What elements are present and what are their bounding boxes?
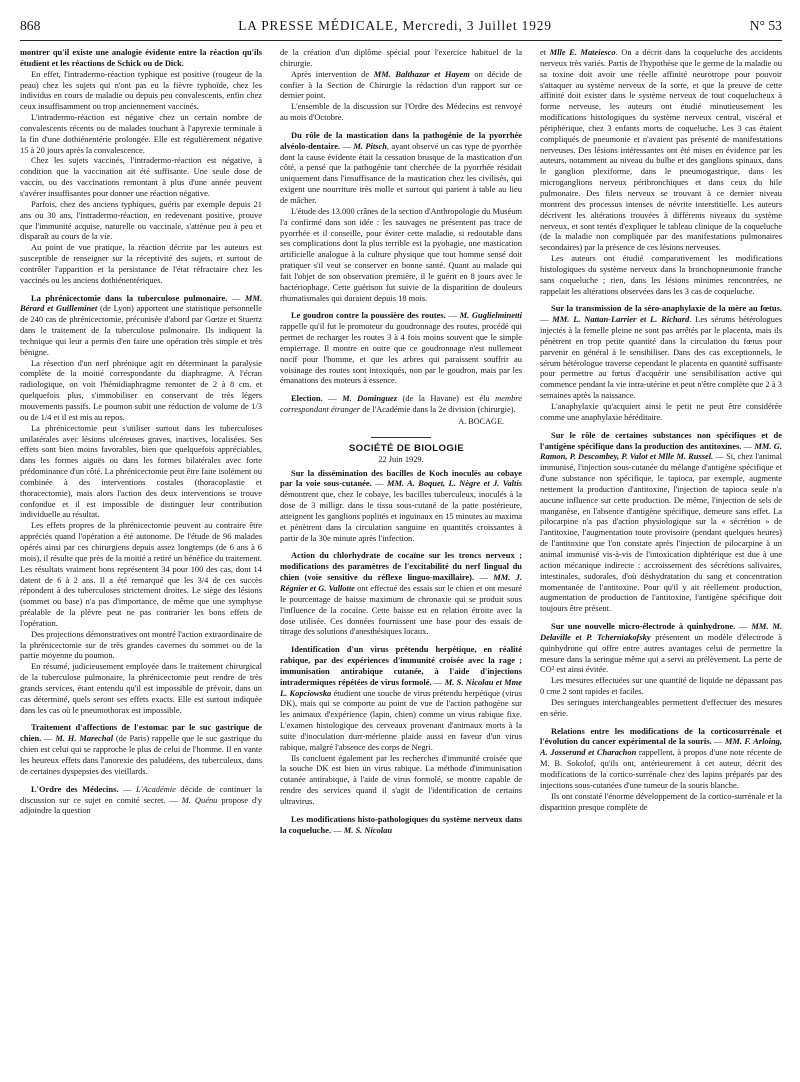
section-corticosurrenale: Relations entre les modifications de la corticosurrénale et l'évolution du cancer expérimental de la souris. — MM. F. Arloing, A. Josserand et Charachon rappellent, à propos d'une note récente de M. B. Sokolof, qu'ils ont, antérieurement à cet auteur, décrit des modifications de la cortico-surrénale chez des lapins préparés par des injections sous-cutanées d'une tumeur de la souris blanche.	[540, 725, 782, 790]
text: de l'Académie dans la 2e division (chirurgie).	[360, 404, 516, 415]
section-authors: M. Dominguez	[342, 393, 398, 404]
section-title: Sur la transmission de la séro-anaphylaxie de la mère au fœtus.	[551, 303, 782, 314]
journal-title: LA PRESSE MÉDICALE, Mercredi, 3 Juillet 1929	[238, 18, 552, 33]
section-authors: MM. L. Nattan-Larrier et L. Richard	[552, 314, 690, 325]
paragraph: En effet, l'intradermo-réaction typhique est positive (rougeur de la peau) chez les sujets qui n'ont pas eu la fièvre typhoïde, chez les individus en cours de maladie ou depuis peu convalescents, enfin chez ceux insuffisamment ou trop anciennement vaccinés.	[20, 68, 262, 112]
section-goudron: Le goudron contre la poussière des routes. — M. Guglielminetti rappelle qu'il fut le promoteur du goudronnage des routes, procédé qui permet de recharger les routes 3 à 4 fois moins souvent que le simple empierrage. Il montre en outre que ce goudronnage n'est nullement nocif pour l'homme, et que les arbres qui paraissent souffrir au voisinage des routes sont intoxiqués, non par le goudron, mais par les émanations des moteurs à essence.	[280, 310, 522, 386]
paragraph: La phrénicectomie peut s'utiliser surtout dans les tuberculoses unilatérales avec lésions ulcéreuses graves, inactives, localisées. Ses effets sont bien moins favorables, bien que quelquefois appréciables, dans les formes aiguës ou dans les formes bilatérales avec forte prédominance d'un côté. La phrénicectomie peut être faite isolément ou combinée à des interventions costales (thoracoplastie et thoracectomie), mais alors l'action des deux interventions se trouve confondue et il est impossible de distinguer leur contribution individuelle au résultat.	[20, 422, 262, 520]
section-title: Relations entre les modifications de la corticosurrénale et l'évolution du cancer expérimental de la souris.	[540, 725, 782, 747]
section-suc-gastrique: Traitement d'affections de l'estomac par le suc gastrique de chien. — M. H. Marechal (de Paris) rappelle que le suc gastrique du chien est celui qui se rapproche le plus de celui de l'homme. Il en vante les heureux effets dans l'anorexie des paludéens, des tuberculeux, dans de certaines dyspepsies des vieillards.	[20, 722, 262, 776]
section-authors: Mlle E. Mateiesco	[549, 47, 616, 57]
paragraph: Ils ont constaté l'énorme développement de la cortico-surrénale et la disparition presque complète de	[540, 790, 782, 812]
paragraph	[540, 47, 782, 253]
section-title: Traitement d'affections de l'estomac par le suc gastrique de chien.	[20, 722, 262, 744]
section-authors: MM. Bérard et Guilleminet	[20, 292, 262, 314]
paragraph: Chez les sujets vaccinés, l'intradermo-réaction est négative, à condition que la vaccination ait été suffisante. Une seule dose de vaccin, ou des vaccinations remontant à plus d'une année peuvent s'avérer insuffisantes pour donner une réaction négative.	[20, 155, 262, 198]
section-coqueluche: Les modifications histo-pathologiques du système nerveux dans la coqueluche. — M. S. Nicolau	[280, 813, 522, 835]
section-virus-herpetique: Identification d'un virus prétendu herpétique, en réalité rabique, par des expériences d'immunité croisée avec la rage ; immunisation antirabique cutanée, à l'aide d'injections intradermiques répétées de virus formolé. — M. S. Nicolau et Mme L. Kopciowska étudient une souche de virus prétendu herpétique (virus DK), mais qui se comporte au point de vue de l'action pathogène sur les animaux d'expérience (lapin, chien) comme un virus rabique fixe. L'examen histologique des cerveaux provenant d'animaux morts à la suite d'inoculation durr-mérienne plaide aussi en faveur d'un virus rabique, malgré l'absence des corps de Negri.	[280, 644, 522, 752]
text: membre correspondant étranger	[280, 393, 522, 415]
dash: —	[118, 783, 137, 794]
section-text: étudient une souche de virus prétendu herpétique (virus DK), mais qui se comporte au point de vue de l'action pathogène sur les animaux d'expérience (lapin, chien) comme un virus rabique fixe. L'examen histologique des cerveaux provenant d'animaux morts à la suite d'inoculation durr-mérienne plaide aussi en faveur d'un virus rabique, malgré l'absence des corps de Negri.	[280, 687, 522, 752]
section-authors: M. Pitsch	[353, 140, 387, 151]
page-header	[20, 18, 782, 38]
section-text: propose d'y adjoindre la question	[20, 794, 262, 816]
section-title: L'Ordre des Médecins.	[31, 783, 119, 794]
section-election: Election. — M. Dominguez (de la Havane) est élu membre correspondant étranger de l'Académie dans la 2e division (chirurgie).	[280, 393, 522, 415]
section-text: (de Lyon) apportent une statistique personnelle de 240 cas de phrénicectomie, préconisée d'abord par Gœtze et Stuertz dans le traitement de la tuberculose pulmonaire. Ils indiquent la technique qui leur a permis d'en faire une opération très simple et très bénigne.	[20, 303, 262, 357]
section-title: Sur une nouvelle micro-électrode à quinhydrone.	[551, 621, 736, 632]
section-antitoxines: Sur le rôle de certaines substances non spécifiques et de l'antigène spécifique dans la production des antitoxines. — MM. G. Ramon, P. Descombey, P. Valot et Mlle M. Russel. — Si, chez l'animal immunisé, l'injection sous-cutanée du mélange d'antigène spécifique et d'une substance non spécifique, le tapioca, par exemple, augmente nettement la production d'antitoxine, l'injection de tapioca seule n'a aucune influence sur cette production. De même, l'injection de sels de manganèse, en l'absence d'antigène spécifique, demeure sans effet. La pilocarpine n'a pas d'action physiologique sur la « sécrétion » de l'antitoxine, l'augmentation toute provisoire (pendant quelques heures) de l'antitoxine que l'on constate après l'injection de pilocarpine à un animal immunisé vis-à-vis de l'intoxication diphtérique est due à une action mécanique indirecte : accroissement des sécrétions salivaires, intestinales, sudorales, d'où déshydratation du sang et concentration momentanée de l'antitoxine. Pour qu'il y ait réellement production, augmentation de production de l'antitoxine, l'antigène spécifique doit toujours être présent.	[540, 429, 782, 614]
society-title: SOCIÉTÉ DE BIOLOGIE	[348, 442, 465, 454]
paragraph: de la création d'un diplôme spécial pour l'exercice habituel de la chirurgie.	[280, 47, 522, 68]
text: Après intervention de	[291, 68, 374, 79]
paragraph: Les effets propres de la phrénicectomie peuvent au contraire être appréciés quand l'opération a été autonome. De l'étude de 96 malades opérés ainsi par ces chirurgiens depuis assez longtemps (de 6 ans à 6 mois), il résulte que près de la moitié a retiré un bénéfice du traitement. Les résultats vraiment bons représentent 34 pour 100 des cas, dont 14 datent de 6 à 2 ans. Il a été remarqué que les 3/4 de ces succès répondent à des tuberculoses strictement droites. Le siège des lésions (sommet ou base) n'a pas d'importance, de même que une symphyse préalable de la plèvre peut ne pas contrarier les bons effets de l'opération.	[20, 520, 262, 628]
section-text: , ayant observé un cas type de pyorrhée dont la cause évidente était la cessation brusque de la mastication d'un côté, a pensé que la pathogénie tant cherchée de la pyorrhée résidait uniquement dans l'insuffisance de la mastication chez les civilisés, qui exigent une nourriture très molle et surtout qui parient à table au lieu de mâcher.	[280, 140, 522, 205]
section-authors: M. S. Nicolau et Mme L. Kopciowska	[280, 676, 522, 698]
section-text: (de Paris) rappelle que le suc gastrique du chien est celui qui se rapproche le plus de celui de l'homme. Il en vante les heureux effets dans l'anorexie des paludéens, des tuberculeux, dans de certaines dyspepsies des vieillards.	[20, 733, 262, 776]
section-title: Les modifications histo-pathologiques du système nerveux dans la coqueluche.	[280, 813, 522, 835]
column-2	[280, 47, 522, 1075]
paragraph: La résection d'un nerf phrénique agit en déterminant la paralysie complète de la moitié correspondante du diaphragme. A l'écran radiologique, on voit l'hémidiaphragme remonter de 2 à 8 cm. et quelquefois plus, s'immobiliser en conservant de très légers mouvements passifs. Le poumon subit une réduction de volume de 1/3 ou de 1/4 et il est mis au repos.	[20, 357, 262, 422]
section-phrenicectomie: La phrénicectomie dans la tuberculose pulmonaire. — MM. Bérard et Guilleminet (de Lyon) apportent une statistique personnelle de 240 cas de phrénicectomie, préconisée d'abord par Gœtze et Stuertz dans le traitement de la tuberculose pulmonaire. Ils indiquent la technique qui leur a permis d'en faire une opération très simple et très bénigne.	[20, 292, 262, 357]
section-title: Election.	[291, 393, 323, 404]
page-number: 868	[20, 18, 41, 33]
section-title: Du rôle de la mastication dans la pathogénie de la pyorrhée alvéolo-dentaire.	[280, 129, 522, 151]
section-ordre-medecins	[20, 784, 262, 817]
paragraph: Les auteurs ont étudié comparativement les modifications histologiques du système nerveux dans la bronchopneumonie franche sans coqueluche ; rien, dans les lésions minimes rencontrées, ne rappelait les altérations observées dans les 3 cas de coqueluche.	[540, 253, 782, 296]
section-text: décide de continuer la discussion sur ce sujet en comité secret. —	[20, 783, 262, 805]
section-authors: MM. Balthazar et Hayem	[373, 68, 470, 79]
section-koch: Sur la dissémination des bacilles de Koch inoculés au cobaye par la voie sous-cutanée. — MM. A. Boquet, L. Nègre et J. Valtis démontrent que, chez le cobaye, les bacilles tuberculeux, inoculés à la dose de 3 milligr. dans le tissu sous-cutané de la patte postérieure, atteignent les ganglions poplités et inguinaux en 15 minutes au maxima et pénètrent dans la circulation sanguine en quantités croissantes à partir de la 30e minute après l'infection.	[280, 467, 522, 543]
paragraph: L'anaphylaxie qu'acquiert ainsi le petit ne peut être considérée comme une anaphylaxie héréditaire.	[540, 401, 782, 422]
header-rule	[20, 40, 782, 41]
text: (de la Havane) est élu	[397, 393, 496, 404]
section-authors: MM. J. Régnier et G. Vallotte	[280, 572, 522, 593]
column-3	[540, 47, 782, 1075]
section-mastication: Du rôle de la mastication dans la pathogénie de la pyorrhée alvéolo-dentaire. — M. Pitsch, ayant observé un cas type de pyorrhée dont la cause évidente était la cessation brusque de la mastication d'un côté, a pensé que la pathogénie tant cherchée de la pyorrhée résidait uniquement dans l'insuffisance de la mastication chez les civilisés, qui exigent une nourriture très molle et surtout qui parient à table au lieu de mâcher.	[280, 129, 522, 205]
section-title: La phrénicectomie dans la tuberculose pulmonaire.	[31, 292, 228, 303]
signature: A. BOCAGE.	[458, 417, 504, 426]
section-seroanaphylaxie: Sur la transmission de la séro-anaphylaxie de la mère au fœtus. — MM. L. Nattan-Larrier et L. Richard. Les sérums hétérologues injectés à la femelle pleine ne sont pas arrêtés par le placenta, mais ils pénètrent en trop petite quantité dans la circulation du fœtus pour parvenir en général à le sensibiliser. Dans des cas exceptionnels, le sérum hétérologue traverse cependant le placenta en quantité suffisante pour permettre au fœtus d'acquérir une sensibilisation active qui commence pendant la vie intra-utérine et peut n'être complète que 2 à 3 semaines après la naissance.	[540, 303, 782, 401]
paragraph: Parfois, chez des anciens typhiques, guéris par exemple depuis 21 ans ou 30 ans, l'intradermo-réaction, en redevenant positive, prouve que l'immunité acquise, naturelle ou vaccinale, s'atténue peu à peu et disparaît au cours de la vie.	[20, 198, 262, 242]
paragraph: L'ensemble de la discussion sur l'Ordre des Médecins est renvoyé au mois d'Octobre.	[280, 101, 522, 123]
section-authors: M. S. Nicolau	[343, 824, 393, 835]
issue-number: N° 53	[749, 18, 782, 33]
paragraph: L'étude des 13.000 crânes de la section d'Anthropologie du Muséum l'a confirmé dans son idée : les sauvages ne présentent pas trace de pyorrhée et il conseille, pour éviter cette maladie, si redoutable dans ses complications dont la plus terrible est la pyohagie, une mastication artificielle analogue à la culture physique que tout homme sensé doit pratiquer s'il veut se conserver en bonne santé. Quant au malade qui fait l'objet de son observation première, il le guérit en 8 jours avec le bactériophage. Cette guérison fut suivie de la disparition de douleurs rhumatismales qui duraient depuis 18 mois.	[280, 205, 522, 303]
text: on décide de confier à la Section de Chirurgie la rédaction d'un rapport sur ce dernier point.	[280, 68, 522, 101]
section-title: Identification d'un virus prétendu herpétique, en réalité rabique, par des expériences d'immunité croisée avec la rage ; immunisation antirabique cutanée, à l'aide d'injections intradermiques répétées de virus formolé.	[280, 644, 522, 687]
paragraph: Des projections démonstratives ont montré l'action extraordinaire de la phrénicectomie sur de très grandes cavernes du sommet ou de la partie moyenne du poumon.	[20, 628, 262, 661]
text: . On a décrit dans la coqueluche des accidents nerveux très variés. Partis de l'hypothèse que le germe de la maladie ou sa toxine doit avoir une réelle affinité neurotrope pour pouvoir s'attaquer au système nerveux de la sorte, et que la preuve de cette affinité doit exister dans le système nerveux de tout coquelucheux à forme nerveuse, les auteurs ont étudié minutieusement les modifications histologiques du système nerveux central, viscéral et périphérique, chez 3 enfants morts de coqueluche. Les 3 cas étaient compliqués de pneumonie et n'avaient pas présenté de manifestations nerveuses. Des lésions intéressantes ont été mises en évidence par les auteurs, notamment au niveau du bulbe et des ganglions spinaux, dans le ganglion plexiforme, dans le pneumogastrique, dans les microganglions nerveux péribronchiques et dans ceux du hile pulmonaire. Des filets nerveux se trouvant à ce dernier niveau montrent des processus intenses de névrite interstitielle. Les auteurs décrivent les altérations trouvées à différents niveaux du système nerveux, et sont tentés d'expliquer le tableau clinique de la coqueluche (de la maladie non compliquée par des manifestations pulmonaires secondaires) par la présence de ces lésions nerveuses.	[540, 47, 782, 253]
section-text: — Si, chez l'animal immunisé, l'injection sous-cutanée du mélange d'antigène spécifique et d'une substance non spécifique, le tapioca, par exemple, augmente nettement la production d'antitoxine, l'injection de tapioca seule n'a aucune influence sur cette production. De même, l'injection de sels de manganèse, en l'absence d'antigène spécifique, demeure sans effet. La pilocarpine n'a pas d'action physiologique sur la « sécrétion » de l'antitoxine, l'augmentation toute provisoire (pendant quelques heures) de l'antitoxine que l'on constate après l'injection de pilocarpine à un animal immunisé vis-à-vis de l'intoxication diphtérique est due à une action mécanique indirecte : accroissement des sécrétions salivaires, intestinales, sudorales, d'où déshydratation du sang et concentration momentanée de l'antitoxine. Pour qu'il y ait réellement production, augmentation de production de l'antitoxine, l'antigène spécifique doit toujours être présent.	[540, 451, 782, 614]
section-text: rappelle qu'il fut le promoteur du goudronnage des routes, procédé qui permet de recharger les routes 3 à 4 fois moins souvent que le simple empierrage. Il montre en outre que ce goudronnage n'est nullement nocif pour l'homme, et que les arbres qui paraissent souffrir au voisinage des routes sont intoxiqués, non par le goudron, mais par les émanations des moteurs à essence.	[280, 321, 522, 386]
paragraph	[280, 69, 522, 102]
section-divider	[371, 437, 431, 438]
section-text: ont effectué des essais sur le chien et ont mesuré le pourcentage de baisse maximum de chronaxie qui se produit sous l'influence de la cocaïne. Cette baisse est en relation étroite avec la dose utilisée. Ces données fournissent une base pour des essais de titrage des solutions d'anesthésiques locaux.	[280, 582, 522, 637]
section-text: . Les sérums hétérologues injectés à la femelle pleine ne sont pas arrêtés par le placenta, mais ils pénètrent en trop petite quantité dans la circulation du fœtus pour parvenir en général à le sensibiliser. Dans des cas exceptionnels, le sérum hétérologue traverse cependant le placenta en quantité suffisante pour permettre au fœtus d'acquérir une sensibilisation active qui commence pendant la vie intra-utérine et peut n'être complète que 2 à 3 semaines après la naissance.	[540, 314, 782, 401]
section-authors: MM. A. Boquet, L. Nègre et J. Valtis	[386, 478, 522, 489]
paragraph: Ils concluent également par les recherches d'immunité croisée que la souche DK est bien un virus rabique. La méthode d'immunisation cutanée antirabique, à l'aide de virus formolé, se montre capable de rendre des services quand il s'agit de l'identification de certains ultravirus.	[280, 752, 522, 806]
section-authors: MM. G. Ramon, P. Descombey, P. Valot et Mlle M. Russel.	[540, 440, 782, 462]
paragraph: montrer qu'il existe une analogie évidente entre la réaction qu'ils étudient et les réactions de Schick ou de Dick.	[20, 47, 262, 68]
paragraph: Des seringues interchangeables permettent d'effectuer des mesures en série.	[540, 696, 782, 718]
section-title: Sur le rôle de certaines substances non spécifiques et de l'antigène spécifique dans la production des antitoxines.	[540, 429, 782, 451]
section-authors: L'Académie	[136, 783, 176, 794]
section-text: rappellent, à propos d'une note récente de M. B. Sokolof, qu'ils ont, antérieurement à cet auteur, décrit des modifications de la cortico-surrénale chez des lapins préparés par des injections sous-cutanées d'une tumeur de la souris blanche.	[540, 747, 782, 790]
section-authors: M. Quénu	[181, 794, 218, 805]
section-title: Action du chlorhydrate de cocaïne sur les troncs nerveux ; modifications des paramètres de l'excitabilité du nerf lingual du chien (voie sensitive du réflexe linguo-maxillaire).	[280, 550, 522, 583]
section-micro-electrode: Sur une nouvelle micro-électrode à quinhydrone. — MM. M. Delaville et P. Tcherniakofsky présentent un modèle d'électrode à quinhydrone qui offre entre autres avantages celui de permettre la mesure dans la seringue même qui a servi au prélèvement. La perte de CO² est ainsi évitée.	[540, 621, 782, 675]
column-1	[20, 47, 262, 1075]
paragraph: Les mesures effectuées sur une quantité de liquide ne dépassant pas 0 cme 2 sont rapides et faciles.	[540, 675, 782, 697]
section-authors: M. H. Marechal	[55, 733, 114, 744]
society-date: 22 Juin 1929.	[378, 454, 424, 464]
section-text: démontrent que, chez le cobaye, les bacilles tuberculeux, inoculés à la dose de 3 milligr. dans le tissu sous-cutané de la patte postérieure, atteignent les ganglions poplités et inguinaux en 15 minutes au maxima et pénètrent dans la circulation sanguine en quantités croissantes à partir de la 30e minute après l'infection.	[280, 489, 522, 543]
section-authors: MM. M. Delaville et P. Tcherniakofsky	[540, 621, 782, 642]
section-authors: M. Guglielminetti	[459, 310, 522, 321]
section-cocaine: Action du chlorhydrate de cocaïne sur les troncs nerveux ; modifications des paramètres de l'excitabilité du nerf lingual du chien (voie sensitive du réflexe linguo-maxillaire). — MM. J. Régnier et G. Vallotte ont effectué des essais sur le chien et ont mesuré le pourcentage de baisse maximum de chronaxie qui se produit sous l'influence de la cocaïne. Cette baisse est en relation étroite avec la dose utilisée. Ces données fournissent une base pour des essais de titrage des solutions d'anesthésiques locaux.	[280, 550, 522, 637]
paragraph: L'intradermo-réaction est négative chez un certain nombre de convalescents récents ou de malades touchant à l'apyrexie terminale à la fin d'une dothiénentérie prolongée. Elle est régulièrement négative 15 à 20 jours après la convalescence.	[20, 112, 262, 155]
section-text: présentent un modèle d'électrode à quinhydrone qui offre entre autres avantages celui de permettre la mesure dans la seringue même qui a servi au prélèvement. La perte de CO² est ainsi évitée.	[540, 631, 782, 675]
paragraph: Au point de vue pratique, la réaction décrite par les auteurs est susceptible de renseigner sur la réceptivité des sujets, et surtout de contrôler l'apparition et la persistance de l'état réfractaire chez les vaccinés ou les anciens dothiénentériques.	[20, 242, 262, 285]
section-title: Le goudron contre la poussière des routes.	[291, 310, 446, 321]
section-authors: MM. F. Arloing, A. Josserand et Charachon	[540, 736, 782, 758]
paragraph: En résumé, judicieusement employée dans le traitement chirurgical de la tuberculose pulmonaire, la phrénicectomie peut rendre de très grands services, étant entendu qu'il est impossible de prévoir, dans un cas déterminé, quels seront ses effets exacts. Elle est surtout indiquée dans les cas où le pneumothorax est impossible.	[20, 661, 262, 715]
text: et	[540, 47, 550, 57]
section-title: Sur la dissémination des bacilles de Koch inoculés au cobaye par la voie sous-cutanée.	[280, 467, 522, 489]
article-columns	[20, 47, 782, 1075]
